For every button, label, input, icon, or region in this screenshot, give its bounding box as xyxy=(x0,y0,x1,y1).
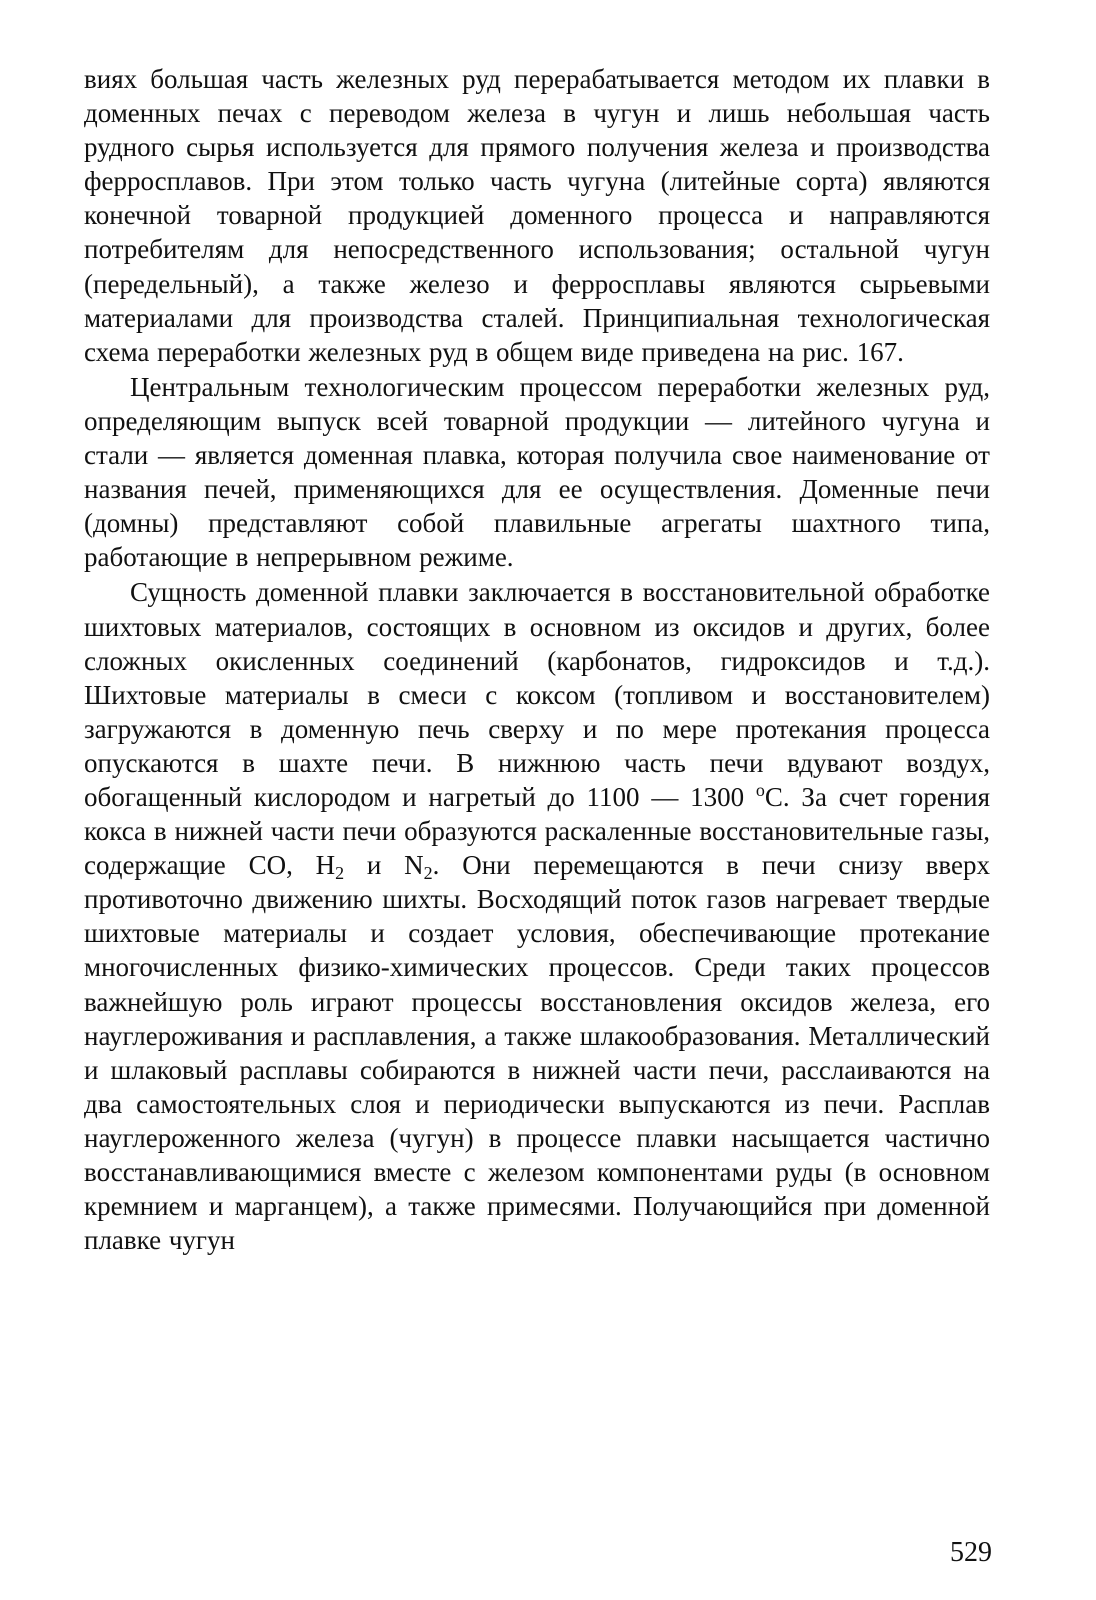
paragraph-2: Центральным технологическим процессом переработки железных руд, определяющим выпуск всей товарной продукции — литейного чугуна и стали — является доменная плавка, которая получила свое наименование от названия печей, применяющихся для ее осуществления. Доменные печи (домны) представляют собой плавильные агрегаты шахтного типа, работающие в непрерывном режиме. xyxy=(84,371,990,573)
paragraph-3-text-b: С. За счет горения кокса в нижней части печи образуются раскаленные восстановительные газы, содержащие СО, Н xyxy=(84,781,990,881)
paragraph-1: виях большая часть железных руд перерабатывается методом их плавки в доменных печах с переводом железа в чугун и лишь небольшая часть рудного сырья используется для прямого получения железа и производства ферросплавов. При этом только часть чугуна (литейные сорта) являются конечной товарной продукцией доменного процесса и направляются потребителям для непосредственного использования; остальной чугун (передельный), а также железо и ферросплавы являются сырьевыми материалами для производства сталей. Принципиальная технологическая схема переработки железных руд в общем виде приведена на рис. 167. xyxy=(84,64,990,367)
paragraph-3-text-a: Сущность доменной плавки заключается в восстановительной обработке шихтовых материалов, состоящих в основном из оксидов и других, более сложных окисленных соединений (карбонатов, гидроксидов и т.д.). Шихтовые материалы в смеси с коксом (топливом и восстановителем) загружаются в доменную печь сверху и по мере протекания процесса опускаются в шахте печи. В нижнюю часть печи вдувают воздух, обогащенный кислородом и нагретый до 1100 — 1300 xyxy=(84,577,990,812)
paragraph-3-text-c: и N xyxy=(344,850,424,881)
paragraph-3 xyxy=(84,575,990,1257)
subscript-n2: 2 xyxy=(423,863,433,884)
page-number: 529 xyxy=(950,1537,992,1568)
paragraph-3-text-d: . Они перемещаются в печи снизу вверх противоточно движению шихты. Восходящий поток газов нагревает твердые шихтовые материалы и создает условия, обеспечивающие протекание многочисленных физико-химических процессов. Среди таких процессов важнейшую роль играют процессы восстановления оксидов железа, его науглероживания и расплавления, а также шлакообразования. Металлический и шлаковый расплавы собираются в нижней части печи, расслаиваются на два самостоятельных слоя и периодически выпускаются из печи. Расплав науглероженного железа (чугун) в процессе плавки насыщается частично восстанавливающимися вместе с железом компонентами руды (в основном кремнием и марганцем), а также примесями. Получающийся при доменной плавке чугун xyxy=(84,850,990,1256)
subscript-h2: 2 xyxy=(335,863,345,884)
page-body xyxy=(84,62,990,1257)
degree-symbol: o xyxy=(755,779,765,800)
